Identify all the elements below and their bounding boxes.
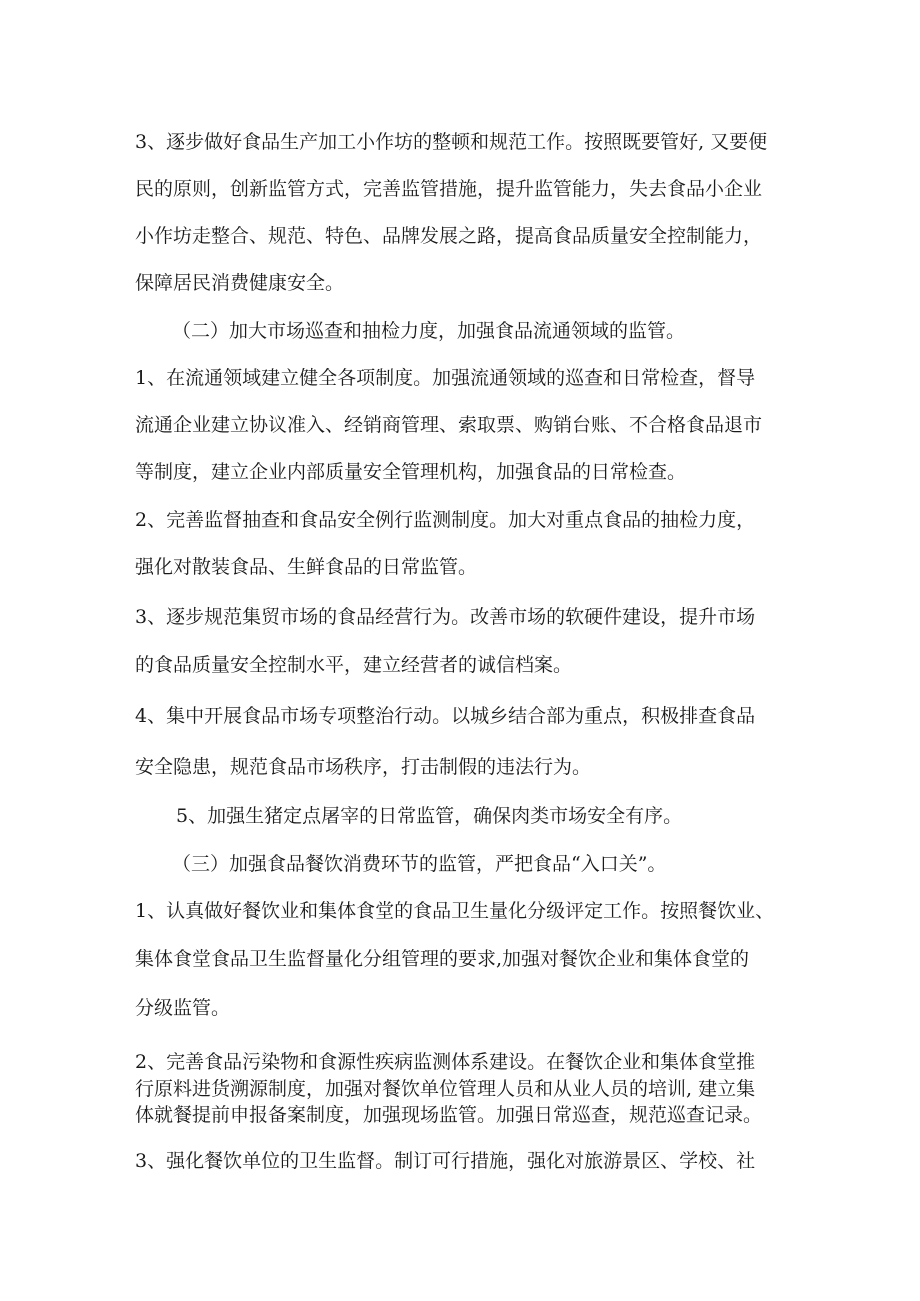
text-line: 3、逐步规范集贸市场的食品经营行为。改善市场的软硬件建设，提升市场 bbox=[135, 606, 756, 628]
text-line: 保障居民消费健康安全。 bbox=[135, 272, 345, 294]
text-line: 体就餐提前申报备案制度，加强现场监管。加强日常巡查，规范巡查记录。 bbox=[135, 1104, 763, 1126]
text-line: 5、加强生猪定点屠宰的日常监管，确保肉类市场安全有序。 bbox=[176, 805, 683, 827]
text-line: 3、强化餐饮单位的卫生监督。制订可行措施，强化对旅游景区、学校、社 bbox=[135, 1150, 756, 1172]
text-line: 1、认真做好餐饮业和集体食堂的食品卫生量化分级评定工作。按照餐饮业、 bbox=[135, 900, 775, 922]
text-line: 分级监管。 bbox=[135, 997, 231, 1019]
text-line: 4、集中开展食品市场专项整治行动。以城乡结合部为重点，积极排查食品 bbox=[135, 705, 756, 727]
text-line: 小作坊走整合、规范、特色、品牌发展之路，提高食品质量安全控制能力， bbox=[135, 225, 763, 247]
text-line: 行原料进货溯源制度，加强对餐饮单位管理人员和从业人员的培训, 建立集 bbox=[135, 1078, 756, 1100]
text-line: 民的原则，创新监管方式，完善监管措施，提升监管能力，失去食品小企业 bbox=[135, 178, 763, 200]
text-line: 1、在流通领域建立健全各项制度。加强流通领域的巡查和日常检查，督导 bbox=[135, 367, 756, 389]
section-heading: （三）加强食品餐饮消费环节的监管，严把食品“入口关”。 bbox=[172, 853, 667, 875]
text-line: 3、逐步做好食品生产加工小作坊的整顿和规范工作。按照既要管好, 又要便 bbox=[135, 131, 768, 153]
text-line: 流通企业建立协议准入、经销商管理、索取票、购销台账、不合格食品退市 bbox=[135, 414, 763, 436]
text-line: 安全隐患，规范食品市场秩序，打击制假的违法行为。 bbox=[135, 756, 592, 778]
text-line: 强化对散装食品、生鲜食品的日常监管。 bbox=[135, 556, 478, 578]
text-line: 2、完善食品污染物和食源性疾病监测体系建设。在餐饮企业和集体食堂推 bbox=[135, 1051, 756, 1073]
section-heading: （二）加大市场巡查和抽检力度，加强食品流通领域的监管。 bbox=[172, 320, 686, 342]
text-line: 集体食堂食品卫生监督量化分组管理的要求,加强对餐饮企业和集体食堂的 bbox=[135, 948, 750, 970]
text-line: 等制度，建立企业内部质量安全管理机构，加强食品的日常检查。 bbox=[135, 461, 687, 483]
text-line: 2、完善监督抽查和食品安全例行监测制度。加大对重点食品的抽检力度， bbox=[135, 509, 756, 531]
text-line: 的食品质量安全控制水平，建立经营者的诚信档案。 bbox=[135, 654, 573, 676]
